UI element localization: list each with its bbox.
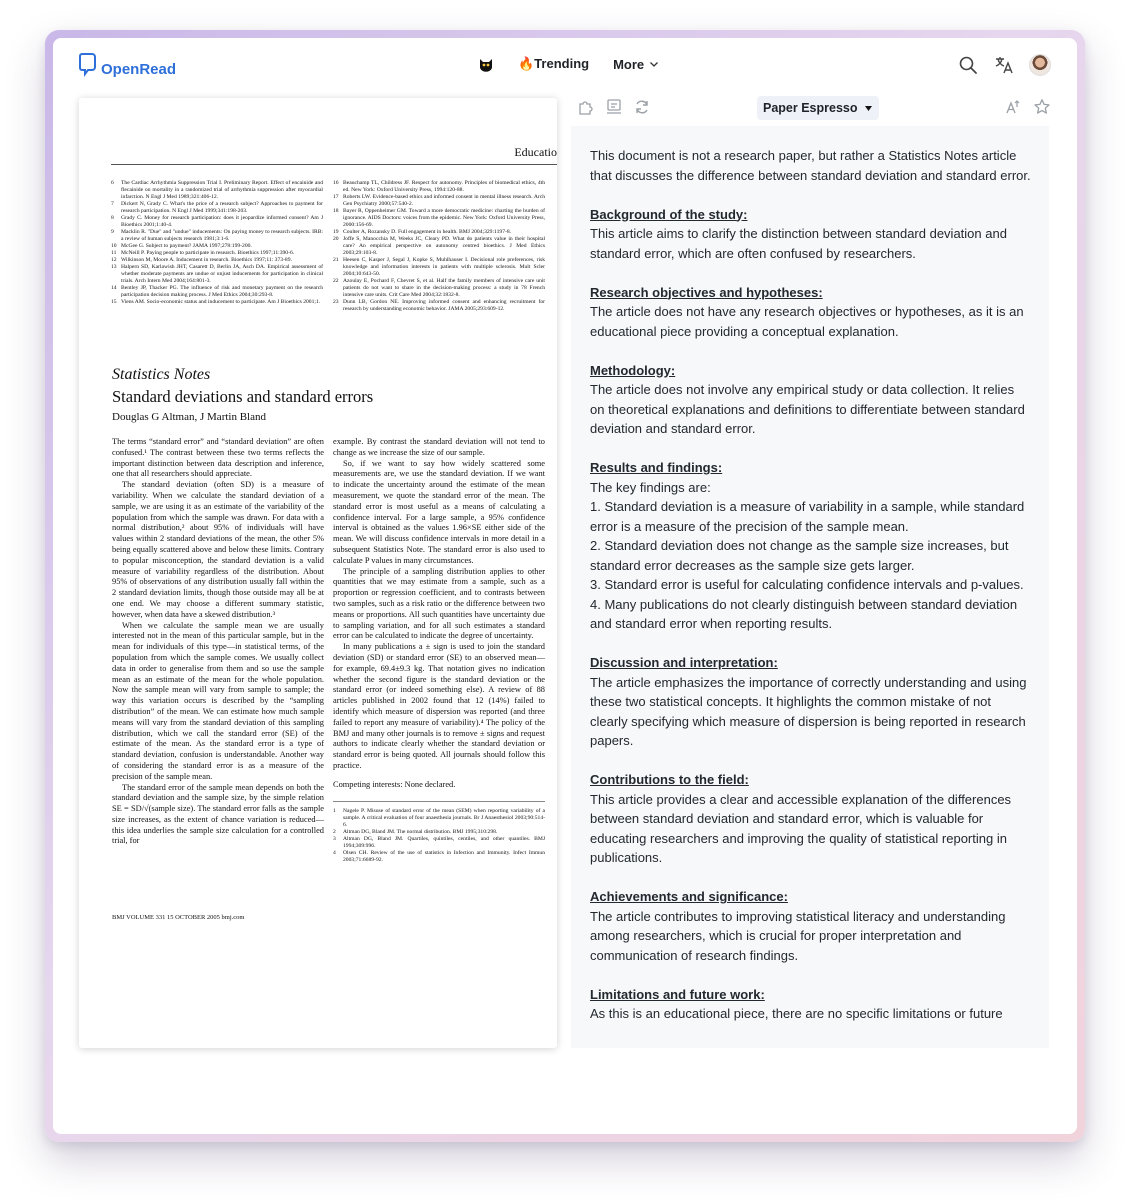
section-text: The key findings are: [590,479,711,495]
openread-logo-icon [79,52,97,78]
summary-section [590,887,1031,965]
reference-item: 18 Bayer R, Oppenheimer GM. Toward a more democratic medicine: charting the burden of ignorance. AIDS Doctors: voices from the epidemic. New York: Oxford University Press, 2000:156-69. [333,208,545,228]
section-text: The article does not have any research objectives or hypotheses, as it is an educational piece providing a conceptual explanation. [590,304,1024,339]
paragraph: The standard error of the sample mean depends on both the standard deviation and the sample size, by the simple relation SE = SD/√(sample size). The standard error falls as the sample size increases, as the extent of chance variation is reduced—this idea underlies the sample size calculation for a controlled trial, for [112,782,324,846]
body-column-right [333,437,545,864]
reference-item: 7 Dickert N, Grady C. What's the price of a research subject? Approaches to payment for research participation. N Engl J Med 1999;341:198-203. [111,201,323,214]
refresh-button[interactable] [631,96,653,118]
nav-more-label: More [613,56,645,72]
mascot-link[interactable] [478,56,494,72]
reference-item: 20 Joffe S, Manocchia M, Weeks JC, Cleary PD. What do patients value in their hospital care? An empirical perspective on autonomy centred bioethics. J Med Ethics 2003;29:103-8. [333,236,545,256]
finding-item: 4. Many publications do not clearly distinguish between standard deviation and standard error when reporting results. [590,596,1018,631]
competing-interests: Competing interests: None declared. [333,779,456,789]
summary-toolbar [573,94,1053,124]
section-text: As this is an educational piece, there are no specific limitations or future [590,1006,1003,1021]
text-size-icon [1005,98,1023,116]
section-heading: Limitations and future work: [590,986,765,1002]
summary-intro: This document is not a research paper, but rather a Statistics Notes article that discusses the difference between standard deviation and standard error. [590,148,1031,183]
reference-item: 10 McGee G. Subject to payment? JAMA 1997;278:199-200. [111,243,252,249]
section-heading: Results and findings: [590,460,723,475]
reference-item: 8 Grady C. Money for research participation: does it jeopardize informed consent? Am J Bioethics 2001;1:40-4. [111,215,323,228]
reference-item: 23 Dunn LB, Gordon NE. Improving informed consent and enhancing recruitment for research by understanding economic behavior. JAMA 2005;293:609-12. [333,299,545,312]
section-text: The article contributes to improving statistical literacy and understanding among researchers, which is crucial for proper interpretation and communication of research findings. [590,908,1006,963]
header-rule [111,164,557,165]
caret-down-icon [864,104,873,113]
text-size-button[interactable] [1003,96,1025,118]
favorite-button[interactable] [1031,96,1053,118]
top-nav [53,38,1077,96]
summary-section [590,653,1031,751]
finding-item: 1. Standard deviation is a measure of variability in a sample, while standard error is a measure of the precision of the sample mean. [590,499,1025,534]
summary-section [590,458,1031,634]
logo-text: OpenRead [101,60,177,78]
reference-item: 2 Altman DG, Bland JM. The normal distribution. BMJ 1995;310:298. [333,828,498,835]
footnote-references [333,801,545,864]
nav-trending[interactable] [518,56,589,72]
chevron-down-icon [648,58,660,70]
body-column-left [112,437,324,847]
toolbar-left [575,96,653,118]
paragraph: The terms “standard error” and “standard deviation” are often confused.¹ The contrast between these two terms reflects the important distinction between data description and inference, one that all researchers should appreciate. [112,437,324,479]
search-button[interactable] [957,54,979,76]
section-heading: Research objectives and hypotheses: [590,284,823,300]
paragraph: The standard deviation (often SD) is a measure of variability. When we calculate the standard deviation of a sample, we are using it as an estimate of the variability of the population from which the sample was drawn. For data with a normal distribution,² about 95% of individuals will have values within 2 standard deviations of the mean, the other 5% being equally scattered above and below these limits. Contrary to popular misconception, the standard deviation is a valid measure of variability regardless of the distribution. About 95% of observations of any distribution usually fall within the 2 standard deviation limits, though those outside may all be at one end. We may choose a different summary statistic, however, when data have a skewed distribution.³ [112,480,324,619]
paragraph: In many publications a ± sign is used to join the standard deviation (SD) or standard error (SE) to an observed mean—for example, 69.4±9.3 kg. That notation gives no indication whether the second figure is the standard deviation or the standard error (or indeed something else). A review of 88 articles published in 2002 found that 12 (14%) failed to identify which measure of dispersion was reported (and three failed to report any measure of variability).⁴ The policy of the BMJ and many other journals is to remove ± signs and request authors to indicate clearly whether the standard deviation or standard error is being quoted. All journals should follow this practice. [333,642,545,770]
summary-section [590,205,1031,264]
paper-authors: Douglas G Altman, J Martin Bland [112,411,266,423]
reference-item: 9 Macklin R. "Due" and "undue" inducements: On paying money to research subjects. IRB: a review of human subjects research 1981;3:1-6. [111,229,323,242]
reference-item: 14 Bentley JP, Thacker PG. The influence of risk and monetary payment on the research participation decision making process. J Med Ethics 2004;30:293-8. [111,285,323,298]
toolbar-right [1003,96,1053,118]
summary-panel[interactable] [571,126,1049,1048]
section-text: The article does not involve any empirical study or data collection. It relies on theoretical explanations and definitions to differentiate between standard deviation and standard error. [590,382,1025,436]
paper-title: Standard deviations and standard errors [112,387,374,406]
summary-mode-label: Paper Espresso [763,101,858,115]
reference-item: 22 Azoulay E, Pochard F, Chevret S, et al. Half the family members of intensive care unit patients do not want to share in the decision-making process: a study in 78 French intensive care units. Crit Care Med 2004;32:1832-8. [333,278,545,298]
app-window [53,38,1077,1134]
reference-item: 13 Halpern SD, Karlawish JHT, Casarett D, Berlin JA, Asch DA. Empirical assessment of whether moderate payments are undue or unjust inducements for participation in clinical trials. Arch Intern Med 2004;164:801-3. [111,264,323,284]
reference-item: 16 Beauchamp TL, Childress JF. Respect for autonomy. Principles of biomedical ethics, 4th ed. New York: Oxford University Press, 1994:120-88. [333,180,545,193]
paragraph: example. By contrast the standard deviation will not tend to change as we increase the size of our sample. [333,437,545,457]
reference-list-left [111,180,323,306]
summary-section [590,283,1031,342]
summary-section [590,770,1031,868]
finding-item: 2. Standard deviation does not change as the sample size increases, but standard error decreases as the sample size gets larger. [590,538,1009,573]
page-footer: BMJ VOLUME 331 15 OCTOBER 2005 bmj.com [112,914,245,921]
section-label: Statistics Notes [112,366,211,383]
section-text: This article provides a clear and accessible explanation of the differences between standard deviation and standard error, which is valuable for educating researchers and improving the quality of statistical reporting in publications. [590,791,1012,865]
reference-item: 15 Viens AM. Socio-economic status and inducement to participate. Am J Bioethics 2001;1. [111,299,321,305]
section-heading: Contributions to the field: [590,772,749,787]
nav-center [478,56,660,72]
finding-item: 3. Standard error is useful for calculating confidence intervals and p-values. [590,577,1024,592]
reference-item: 17 Roberts LW. Evidence-based ethics and informed consent in mental illness research. Arch Gen Psychiatry 2000;57:540-2. [333,194,545,207]
cat-mascot-icon [478,56,494,72]
section-heading: Background of the study: [590,206,748,222]
paragraph: When we calculate the sample mean we are usually interested not in the mean of this particular sample, but in the mean for individuals of this type—in statistical terms, of the population from which the sample comes. We usually collect data in order to generalise from them and so use the sample mean as an estimate of the mean for the whole population. Now the sample mean will vary from sample to sample; the way this variation occurs is described by the “sampling distribution” of the mean. We can estimate how much sample means will vary from the standard deviation of this sampling distribution, which we call the standard error (SE) of the estimate of the mean. As the standard error is a type of standard deviation, confusion is understandable. Another way of considering the standard error is as a measure of the precision of the sample mean. [112,620,324,781]
reference-item: 4 Olsen CH. Review of the use of statistics in Infection and Immunity. Infect Immun 2003;71:6689-92. [333,849,545,863]
section-heading: Discussion and interpretation: [590,655,778,670]
section-text: This article aims to clarify the distinction between standard deviation and standard error, which are often confused by researchers. [590,226,1007,261]
reference-item: 11 McNeill P. Paying people to participate in research. Bioethics 1997;11:390-6. [111,250,295,256]
reference-item: 6 The Cardiac Arrhythmia Suppression Trial I. Preliminary Report. Effect of encainide and flecainide on mortality in a randomized trial of arrhythmia suppression after myocardial infarction. N Engl J Med 1989;321:406-12. [111,180,323,200]
reference-item: 19 Coulter A, Rozansky D. Full engagement in health. BMJ 2004;329:1197-8. [333,229,512,235]
pdf-page [79,98,557,1048]
paragraph: So, if we want to say how widely scattered some measurements are, we use the standard deviation. If we want to indicate the uncertainty around the estimate of the mean measurement, we quote the standard error of the mean. The standard error is most useful as a means of calculating a confidence interval. For a large sample, a 95% confidence interval is obtained as the values 1.96×SE either side of the mean. We will discuss confidence intervals in more detail in a subsequent Statistics Note. The standard error is also used to calculate P values in many circumstances. [333,458,545,565]
section-heading: Achievements and significance: [590,889,788,904]
user-avatar[interactable] [1029,54,1051,76]
summary-section [590,361,1031,439]
nav-trending-label: 🔥Trending [518,56,590,71]
nav-right [957,54,1051,76]
presentation-icon [605,98,623,116]
plugin-button[interactable] [575,96,597,118]
section-heading: Methodology: [590,362,676,378]
running-header: Educatio [514,145,557,159]
section-text: The article emphasizes the importance of correctly understanding and using these two statistical concepts. It highlights the common mistake of not clearly specifying which measure of dispersion is being reported in research papers. [590,674,1027,748]
refresh-icon [633,98,651,116]
presentation-button[interactable] [603,96,625,118]
reference-item: 1 Nagele P. Misuse of standard error of the mean (SEM) when reporting variability of a sample. A critical evaluation of four anaesthesia journals. Br J Anaesthesiol 2003;90:514-6. [333,807,545,828]
reference-item: 3 Altman DG, Bland JM. Quartiles, quintiles, centiles, and other quantiles. BMJ 1994;309:996. [333,835,545,849]
paragraph: The principle of a sampling distribution applies to other quantities that we may estimate from a sample, such as a proportion or regression coefficient, and to contrasts between two samples, such as a risk ratio or the difference between two means or proportions. All such quantities have uncertainty due to sampling variation, and for all such estimates a standard error can be calculated to indicate the degree of uncertainty. [333,566,545,641]
star-icon [1033,98,1051,116]
reference-list-right [333,180,545,313]
reference-item: 21 Heesen C, Kasper J, Segal J, Kopke S, Muhlhauser I. Decisional role preferences, risk knowledge and information interests in patients with multiple sclerosis. Mult Scler 2004;10:643-50. [333,257,545,277]
summary-mode-select[interactable] [757,96,879,120]
translate-button[interactable] [993,54,1015,76]
logo[interactable] [79,52,176,78]
search-icon [958,55,978,75]
reference-item: 12 Wilkinson M, Moore A. Inducement in research. Bioethics 1997;11: 373-89. [111,257,292,263]
nav-more[interactable] [613,57,660,72]
summary-section [590,985,1031,1024]
puzzle-icon [577,98,595,116]
translate-icon [994,55,1014,75]
